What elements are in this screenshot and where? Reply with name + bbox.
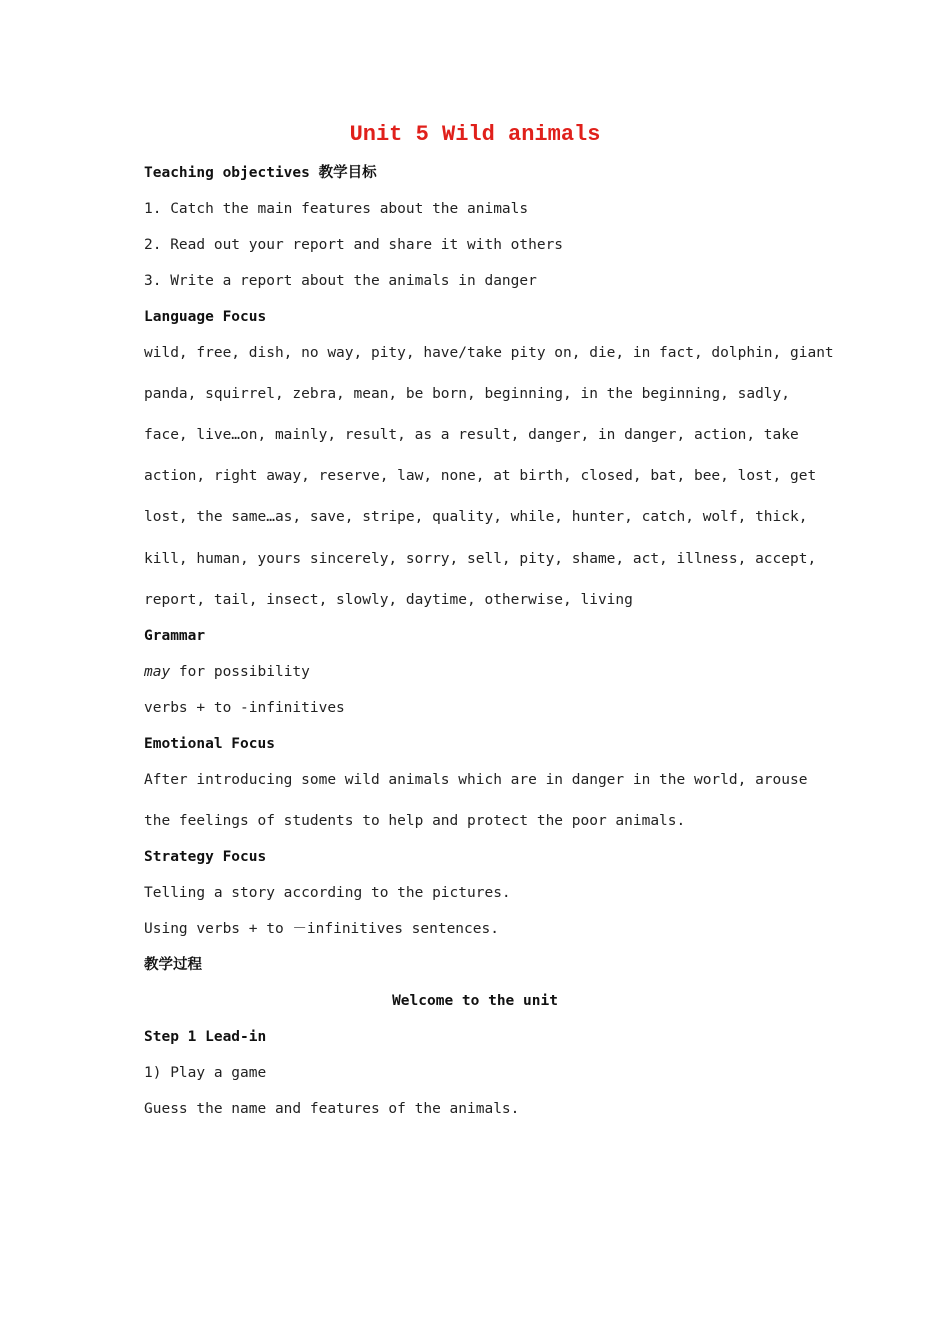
strategy-focus-heading: Strategy Focus xyxy=(144,849,267,865)
vocabulary-line: lost, the same…as, save, stripe, quality, while, hunter, catch, wolf, thick, xyxy=(144,509,808,525)
strategy-focus-line: Using verbs + to －infinitives sentences. xyxy=(144,921,499,937)
emotional-focus-line: the feelings of students to help and protect the poor animals. xyxy=(144,813,686,829)
vocabulary-line: wild, free, dish, no way, pity, have/take pity on, die, in fact, dolphin, giant xyxy=(144,345,834,361)
grammar-item-text: for possibility xyxy=(170,664,310,680)
emotional-focus-heading: Emotional Focus xyxy=(144,736,275,752)
strategy-focus-line: Telling a story according to the pictures. xyxy=(144,885,511,901)
objective-item: 3. Write a report about the animals in danger xyxy=(144,273,537,289)
vocabulary-line: panda, squirrel, zebra, mean, be born, beginning, in the beginning, sadly, xyxy=(144,386,791,402)
vocabulary-line: action, right away, reserve, law, none, at birth, closed, bat, bee, lost, get xyxy=(144,468,817,484)
grammar-item xyxy=(144,662,824,682)
language-focus-heading: Language Focus xyxy=(144,309,267,325)
emotional-focus-line: After introducing some wild animals which are in danger in the world, arouse xyxy=(144,772,808,788)
vocabulary-line: face, live…on, mainly, result, as a result, danger, in danger, action, take xyxy=(144,427,799,443)
teaching-process-heading: 教学过程 xyxy=(144,957,202,973)
grammar-heading: Grammar xyxy=(144,628,206,644)
vocabulary-line: report, tail, insect, slowly, daytime, otherwise, living xyxy=(144,592,633,608)
section-subtitle: Welcome to the unit xyxy=(392,993,558,1009)
step-heading: Step 1 Lead-in xyxy=(144,1029,267,1045)
grammar-item: verbs + to -infinitives xyxy=(144,700,345,716)
objective-item: 1. Catch the main features about the animals xyxy=(144,201,529,217)
teaching-objectives-heading: Teaching objectives 教学目标 xyxy=(144,165,377,181)
vocabulary-line: kill, human, yours sincerely, sorry, sell, pity, shame, act, illness, accept, xyxy=(144,551,817,567)
grammar-modal-word: may xyxy=(144,664,171,680)
objective-item: 2. Read out your report and share it with others xyxy=(144,237,564,253)
step-text: Guess the name and features of the animals. xyxy=(144,1101,520,1117)
step-item: 1) Play a game xyxy=(144,1065,267,1081)
page-title: Unit 5 Wild animals xyxy=(349,122,601,147)
